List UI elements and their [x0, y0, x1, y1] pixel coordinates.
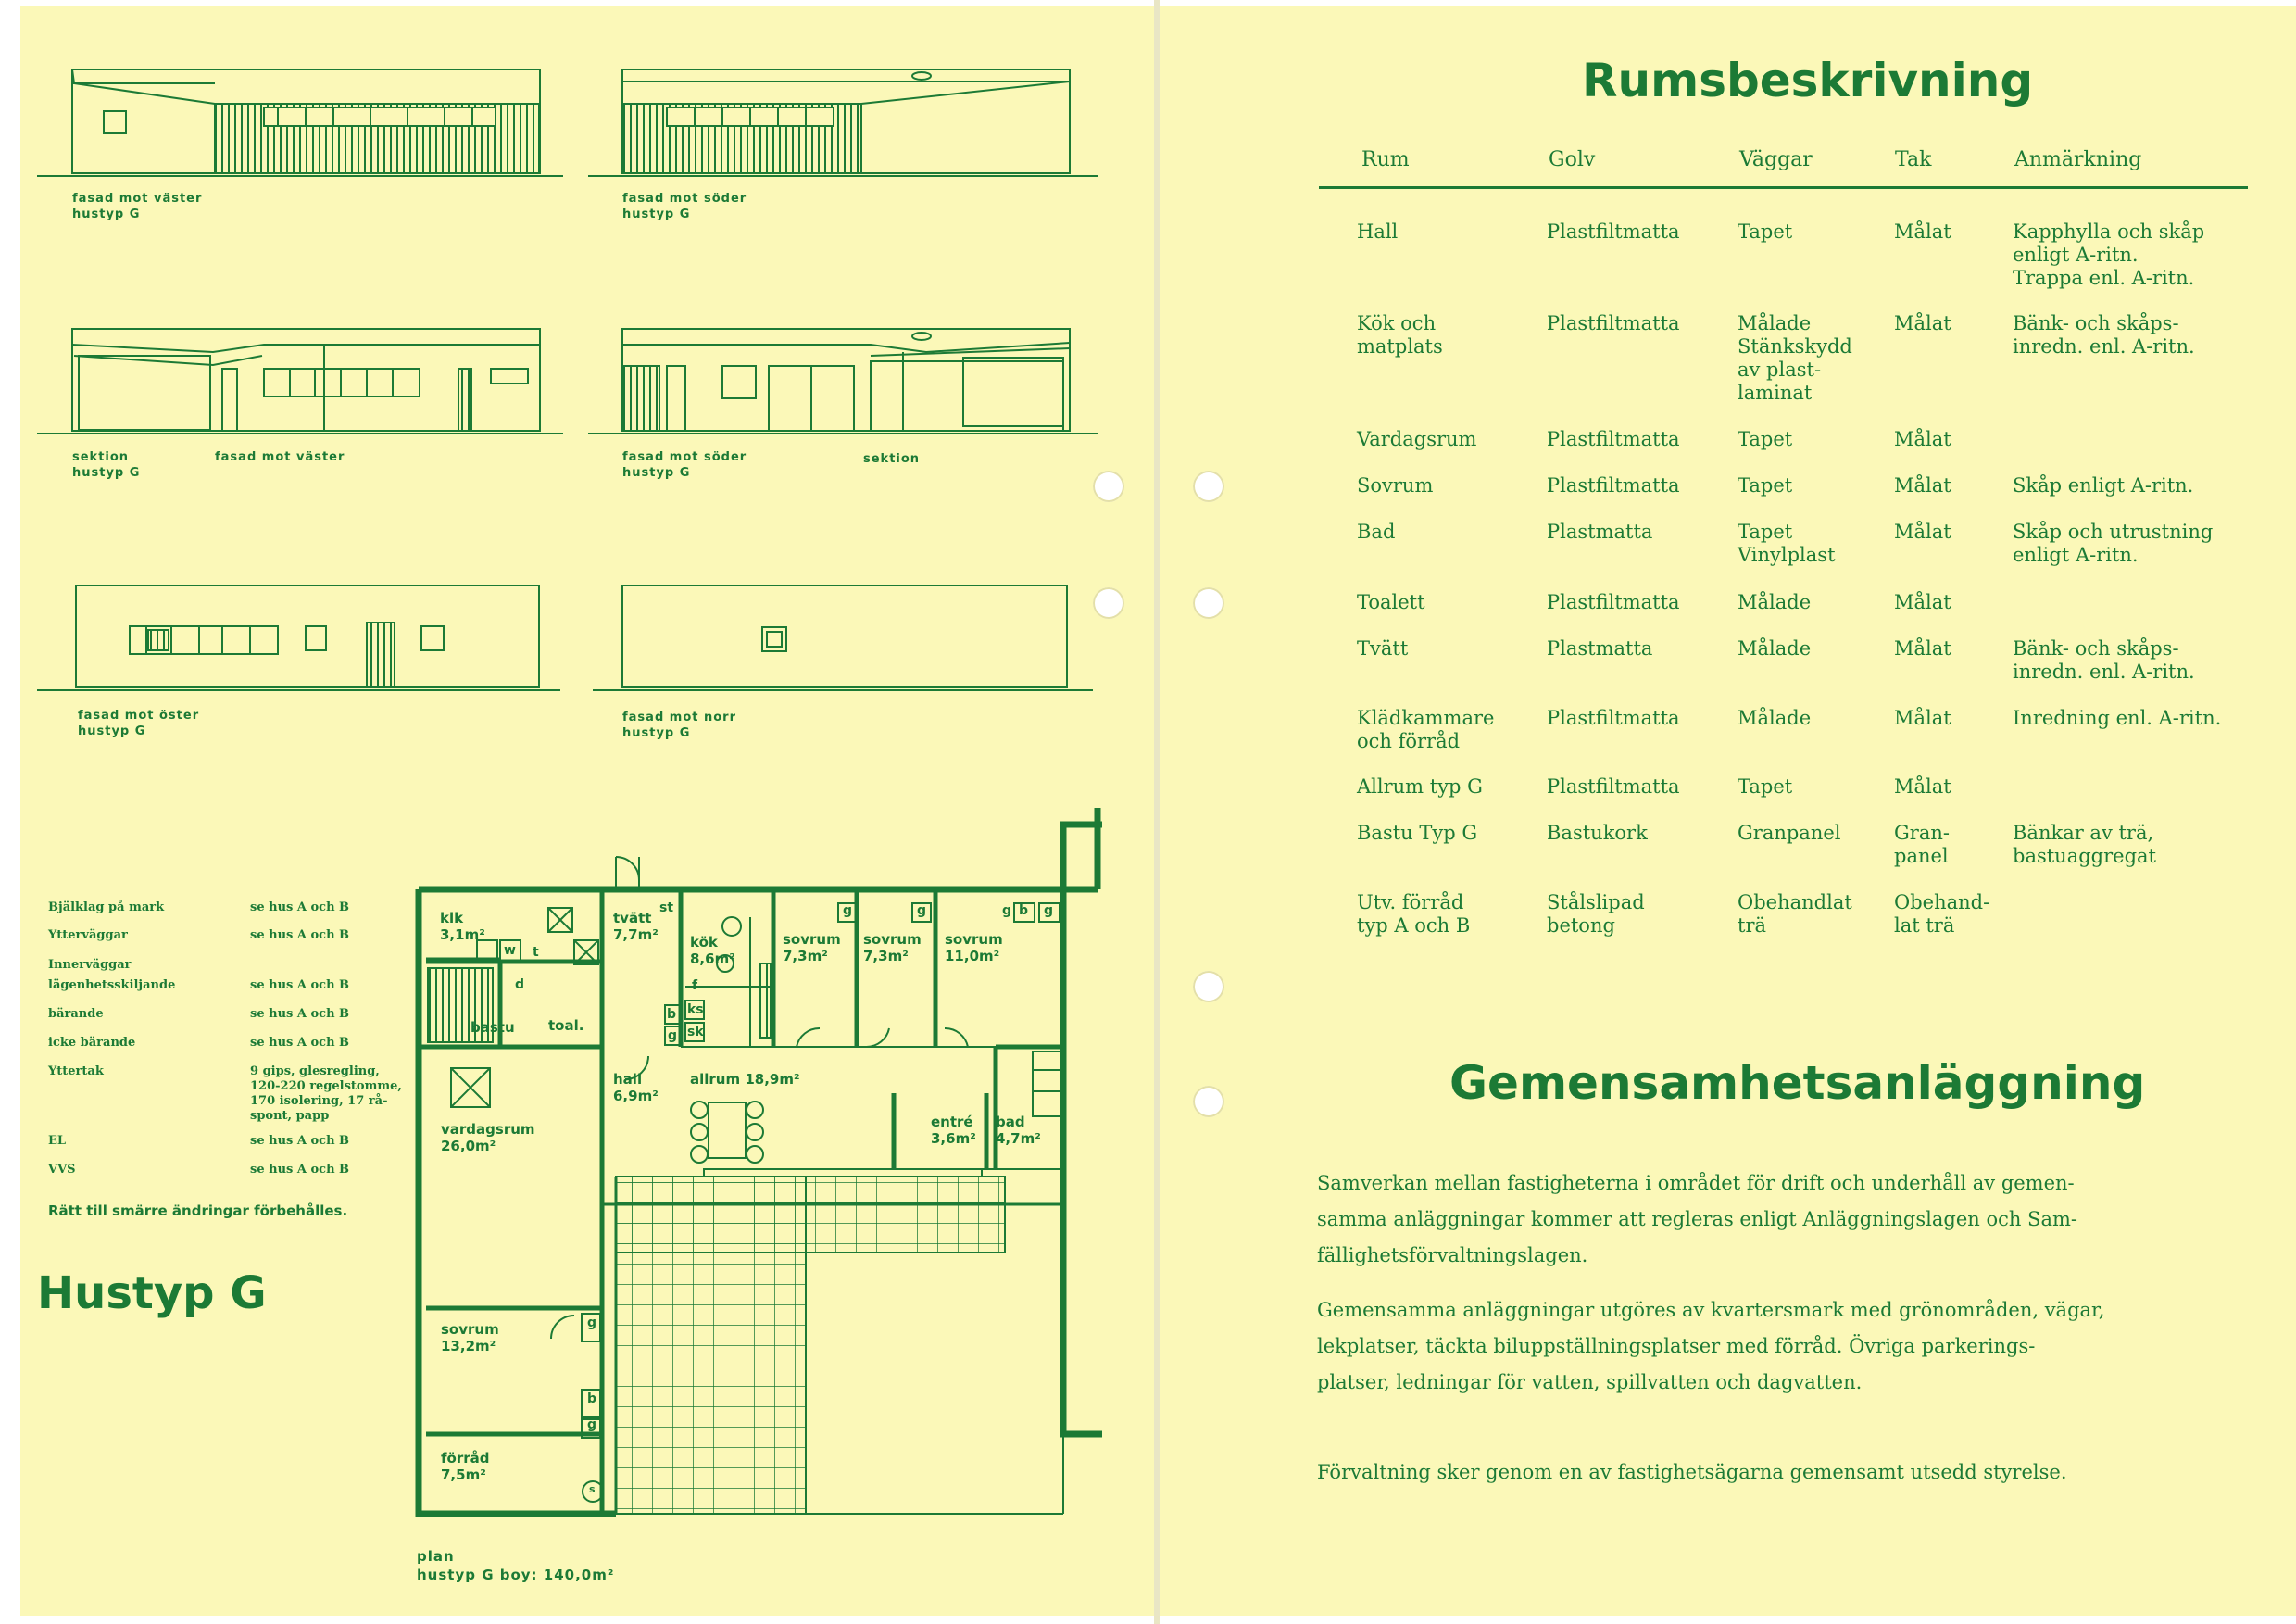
spec-value: se hus A och B: [250, 1007, 350, 1021]
caption-elevation-1: fasad mot väster hustyp G: [72, 192, 203, 221]
table-cell-anm: Bänkar av trä, bastuaggregat: [2013, 822, 2156, 867]
floor-plan: [419, 808, 1102, 1514]
spec-label: icke bärande: [48, 1036, 136, 1050]
room-label: hall 6,9m²: [613, 1071, 659, 1104]
paragraph: Förvaltning sker genom en av fastighetsägarna gemensamt utsedd styrelse.: [1317, 1461, 2067, 1483]
table-cell-tak: Målat: [1894, 220, 1951, 243]
spec-value: 9 gips, glesregling, 120-220 regelstomme, 170 isolering, 17 rå- spont, papp: [250, 1064, 402, 1123]
table-cell-golv: Stålslipad betong: [1547, 891, 1645, 937]
table-cell-golv: Plastfiltmatta: [1547, 474, 1680, 497]
table-cell-golv: Plastfiltmatta: [1547, 707, 1680, 729]
elevation-south: [588, 69, 1098, 176]
elevation-east: [37, 585, 560, 690]
table-cell-vaggar: Tapet: [1738, 220, 1793, 243]
table-cell-tak: Målat: [1894, 707, 1951, 729]
table-cell-vaggar: Granpanel: [1738, 822, 1841, 844]
spec-value: se hus A och B: [250, 1163, 350, 1177]
fixture-letter: ks: [687, 1002, 704, 1017]
table-cell-rum: Bad: [1357, 521, 1396, 543]
fixture-letter: w: [504, 943, 516, 958]
room-label: bastu: [470, 1019, 515, 1036]
table-header-golv: Golv: [1549, 148, 1596, 171]
elevation-west: [37, 69, 563, 176]
spec-label: Innerväggar: [48, 958, 132, 972]
spec-label: bärande: [48, 1007, 104, 1021]
table-cell-tak: Gran- panel: [1894, 822, 1950, 867]
fixture-letter: t: [533, 945, 539, 960]
plan-caption: plan hustyp G boy: 140,0m²: [417, 1548, 615, 1583]
table-cell-rum: Allrum typ G: [1357, 775, 1483, 798]
table-cell-anm: Skåp och utrustning enligt A-ritn.: [2013, 521, 2214, 566]
table-cell-vaggar: Tapet: [1738, 428, 1793, 450]
table-cell-vaggar: Målade Stänkskydd av plast- laminat: [1738, 312, 1852, 404]
fixture-letter: g: [1044, 903, 1054, 918]
fixture-letter: sk: [687, 1025, 704, 1039]
fixture-letter: g: [668, 1028, 678, 1043]
paragraph: Gemensamma anläggningar utgöres av kvartersmark med grönområden, vägar, lekplatser, täckta biluppställningsplatser med förråd. Övriga parkerings- platser, ledningar för vatten, spillvatten och dagvatten.: [1317, 1299, 2105, 1393]
elevation-section-west: [37, 329, 563, 434]
caption-elevation-5: fasad mot söder hustyp G: [622, 450, 747, 480]
fixture-letter: b: [1019, 903, 1029, 918]
table-cell-vaggar: Obehandlat trä: [1738, 891, 1852, 937]
spec-label: VVS: [48, 1163, 76, 1177]
room-label: sovrum 7,3m²: [783, 931, 841, 964]
table-cell-tak: Målat: [1894, 474, 1951, 497]
fixture-letter: s: [589, 1483, 596, 1495]
table-cell-rum: Utv. förråd typ A och B: [1357, 891, 1471, 937]
table-cell-golv: Plastfiltmatta: [1547, 428, 1680, 450]
table-cell-vaggar: Tapet: [1738, 775, 1793, 798]
table-cell-vaggar: Tapet Vinylplast: [1738, 521, 1836, 566]
spec-value: se hus A och B: [250, 900, 350, 914]
fixture-letter: g: [587, 1417, 597, 1432]
room-label: sovrum 11,0m²: [945, 931, 1003, 964]
room-label: klk 3,1m²: [440, 910, 485, 943]
spec-label: Yttertak: [48, 1064, 104, 1078]
caption-elevation-3: sektion hustyp G: [72, 450, 141, 480]
table-cell-anm: Bänk- och skåps- inredn. enl. A-ritn.: [2013, 637, 2195, 683]
common-facility-title: Gemensamhetsanläggning: [1449, 1056, 2146, 1110]
room-label: allrum 18,9m²: [690, 1071, 800, 1088]
table-cell-rum: Bastu Typ G: [1357, 822, 1478, 844]
table-cell-tak: Målat: [1894, 312, 1951, 334]
table-cell-tak: Målat: [1894, 637, 1951, 660]
room-label: tvätt 7,7m²: [613, 910, 659, 943]
reservation-note: Rätt till smärre ändringar förbehålles.: [48, 1202, 348, 1219]
table-cell-rum: Vardagsrum: [1357, 428, 1477, 450]
table-cell-anm: Skåp enligt A-ritn.: [2013, 474, 2194, 497]
table-cell-rum: Sovrum: [1357, 474, 1434, 497]
table-cell-tak: Målat: [1894, 521, 1951, 543]
caption-elevation-7: fasad mot öster hustyp G: [78, 709, 200, 738]
fixture-letter: g: [917, 903, 927, 918]
table-header-rule: [1319, 186, 2248, 189]
table-cell-tak: Målat: [1894, 591, 1951, 613]
fixture-letter: g: [843, 903, 853, 918]
spec-label: lägenhetsskiljande: [48, 978, 176, 992]
fixture-letter: g: [587, 1316, 597, 1330]
table-header-anmarkning: Anmärkning: [2014, 148, 2142, 171]
fixture-letter: b: [667, 1007, 677, 1022]
table-header-vaggar: Väggar: [1739, 148, 1813, 171]
spec-value: se hus A och B: [250, 1036, 350, 1050]
elevation-north: [593, 585, 1093, 690]
house-type-title: Hustyp G: [37, 1267, 267, 1319]
room-label: förråd 7,5m²: [441, 1450, 490, 1483]
table-cell-tak: Målat: [1894, 428, 1951, 450]
table-header-rum: Rum: [1361, 148, 1410, 171]
spec-value: se hus A och B: [250, 928, 350, 942]
table-cell-golv: Plastfiltmatta: [1547, 312, 1680, 334]
table-cell-rum: Hall: [1357, 220, 1399, 243]
spec-label: EL: [48, 1134, 67, 1148]
room-label: bad 4,7m²: [996, 1114, 1041, 1147]
table-cell-golv: Bastukork: [1547, 822, 1648, 844]
fixture-letter: d: [515, 977, 525, 992]
room-description-title: Rumsbeskrivning: [1582, 54, 2034, 107]
table-cell-anm: Inredning enl. A-ritn.: [2013, 707, 2222, 729]
caption-elevation-6: sektion: [863, 452, 921, 466]
fixture-letter: g: [1002, 903, 1012, 918]
spec-value: se hus A och B: [250, 978, 350, 992]
elevation-south-section: [588, 329, 1098, 434]
table-cell-golv: Plastmatta: [1547, 521, 1653, 543]
fixture-letter: st: [659, 900, 674, 915]
caption-elevation-4: fasad mot väster: [215, 450, 345, 464]
table-cell-tak: Obehand- lat trä: [1894, 891, 1990, 937]
table-cell-rum: Klädkammare och förråd: [1357, 707, 1495, 752]
table-cell-golv: Plastfiltmatta: [1547, 775, 1680, 798]
table-header-tak: Tak: [1895, 148, 1932, 171]
table-cell-rum: Toalett: [1357, 591, 1425, 613]
fixture-letter: b: [587, 1391, 597, 1406]
room-label: sovrum 7,3m²: [863, 931, 922, 964]
room-label: vardagsrum 26,0m²: [441, 1121, 535, 1154]
spec-label: Bjälklag på mark: [48, 900, 165, 914]
table-cell-golv: Plastfiltmatta: [1547, 591, 1680, 613]
table-cell-anm: Bänk- och skåps- inredn. enl. A-ritn.: [2013, 312, 2195, 358]
table-cell-vaggar: Målade: [1738, 637, 1812, 660]
table-cell-vaggar: Målade: [1738, 707, 1812, 729]
fixture-letter: f: [692, 978, 698, 993]
caption-elevation-8: fasad mot norr hustyp G: [622, 711, 736, 740]
room-label: sovrum 13,2m²: [441, 1321, 499, 1354]
table-cell-golv: Plastfiltmatta: [1547, 220, 1680, 243]
table-cell-tak: Målat: [1894, 775, 1951, 798]
table-cell-anm: Kapphylla och skåp enligt A-ritn. Trappa enl. A-ritn.: [2013, 220, 2205, 289]
table-cell-golv: Plastmatta: [1547, 637, 1653, 660]
paragraph: Samverkan mellan fastigheterna i området för drift och underhåll av gemen- samma anläggningar kommer att regleras enligt Anläggningslagen och Sam- fällighetsförvaltningslagen.: [1317, 1172, 2077, 1266]
caption-elevation-2: fasad mot söder hustyp G: [622, 192, 747, 221]
table-cell-vaggar: Tapet: [1738, 474, 1793, 497]
spec-label: Ytterväggar: [48, 928, 128, 942]
table-cell-rum: Tvätt: [1357, 637, 1409, 660]
room-label: entré 3,6m²: [931, 1114, 976, 1147]
room-label: toal.: [548, 1017, 584, 1034]
table-cell-rum: Kök och matplats: [1357, 312, 1443, 358]
table-cell-vaggar: Målade: [1738, 591, 1812, 613]
room-label: kök 8,6m²: [690, 934, 735, 967]
spec-value: se hus A och B: [250, 1134, 350, 1148]
